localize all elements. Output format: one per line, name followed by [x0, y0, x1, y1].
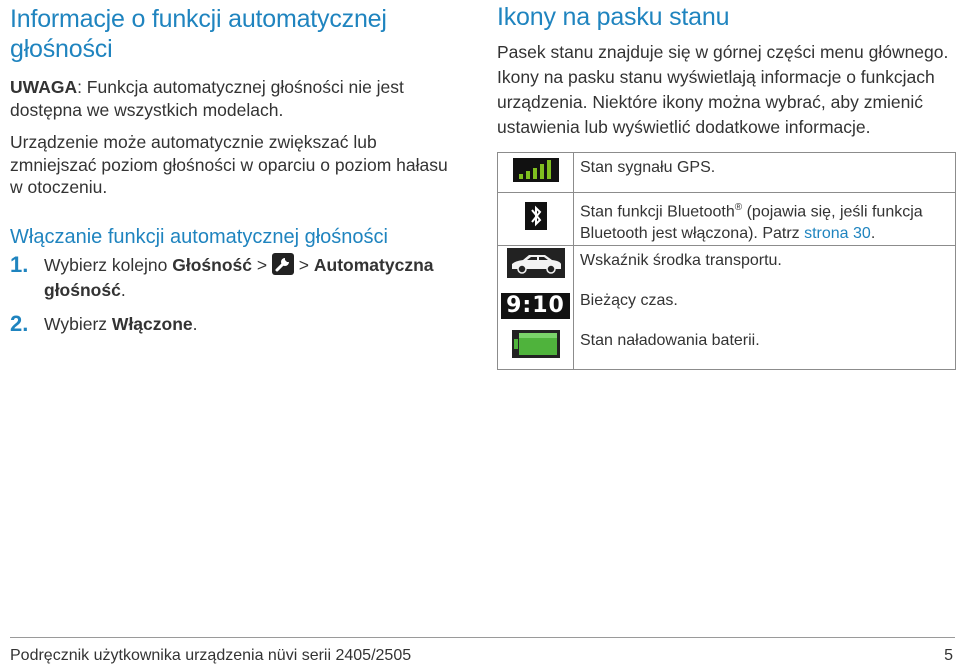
note-text: : Funkcja automatycznej głośności nie jest dostępna we wszystkich modelach. [10, 77, 404, 120]
icon-cell [498, 246, 574, 286]
auto-volume-description: Urządzenie może automatycznie zwiększać lub zmniejszać poziom głośności w oparciu o poziom hałasu w otoczeniu. [10, 132, 448, 197]
table-row [498, 246, 956, 286]
registered-mark: ® [734, 202, 743, 213]
step-number: 1. [10, 251, 29, 277]
icon-description: Bieżący czas. [574, 286, 956, 326]
subheading-enable-auto-volume: Włączanie funkcji automatycznej głośności [10, 225, 388, 248]
icon-cell [498, 286, 574, 326]
menu-item-enabled[interactable]: Włączone [111, 313, 193, 334]
section-title-auto-volume: Informacje o funkcji automatycznej głośności [10, 5, 387, 63]
separator: > [293, 254, 314, 275]
step-2 [10, 312, 465, 337]
status-icons-table [497, 152, 956, 370]
punctuation: . [192, 313, 198, 334]
icon-cell [498, 153, 574, 193]
table-row [498, 153, 956, 193]
punctuation: . [870, 225, 876, 243]
description-text: (pojawia się, jeśli funkcja Bluetooth jest włączona). Patrz [580, 203, 923, 243]
icon-cell [498, 193, 574, 246]
step-number: 2. [10, 310, 29, 336]
status-bar-description: Pasek stanu znajduje się w górnej części menu głównego. Ikony na pasku stanu wyświetlają informacje o funkcjach urządzenia. Niektóre ikony można wybrać, aby zmienić ustawienia lub wyświetlić dodatkowe informacje. [497, 42, 949, 137]
table-row [498, 286, 956, 326]
bluetooth-icon [525, 202, 547, 230]
icon-description [574, 193, 956, 246]
step-text: Wybierz [44, 313, 112, 334]
note-label: UWAGA [10, 77, 78, 97]
description-text: Stan funkcji Bluetooth [580, 203, 735, 221]
table-row [498, 193, 956, 246]
clock-time: 9:10 [506, 292, 565, 318]
separator: > [251, 254, 272, 275]
punctuation: . [120, 279, 126, 300]
icon-cell [498, 326, 574, 370]
menu-item-auto-volume[interactable]: Automatyczna głośność [44, 254, 434, 300]
icon-description: Stan sygnału GPS. [574, 153, 956, 193]
tools-icon[interactable] [272, 253, 294, 275]
car-icon [507, 248, 565, 278]
note-paragraph [10, 76, 465, 121]
step-1 [10, 253, 465, 303]
page-number: 5 [944, 647, 953, 664]
icon-description: Wskaźnik środka transportu. [574, 246, 956, 286]
page-link[interactable]: strona 30 [804, 225, 871, 243]
left-column [10, 0, 465, 337]
menu-item-volume[interactable]: Głośność [172, 254, 252, 275]
footer-manual-title: Podręcznik użytkownika urządzenia nüvi serii 2405/2505 [10, 647, 412, 664]
battery-icon [512, 330, 560, 358]
step-text: Wybierz kolejno [44, 254, 173, 275]
table-row [498, 326, 956, 370]
gps-signal-icon [513, 156, 559, 182]
right-column [497, 0, 955, 370]
section-title-status-icons: Ikony na pasku stanu [497, 3, 730, 31]
icon-description: Stan naładowania baterii. [574, 326, 956, 370]
clock-icon [501, 293, 570, 319]
footer-divider [10, 637, 955, 638]
